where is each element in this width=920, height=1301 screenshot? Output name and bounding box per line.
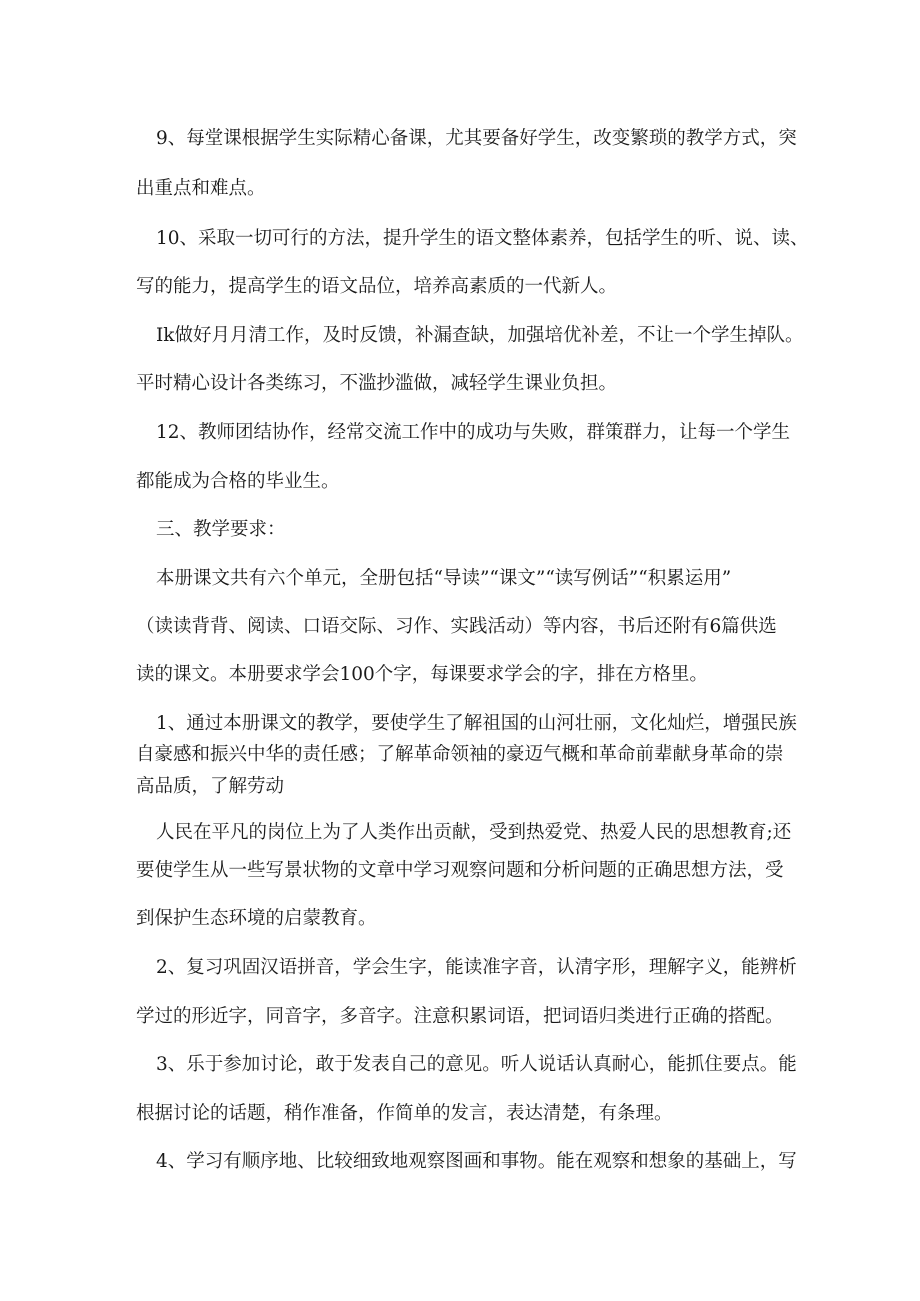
item10-line2: 写的能力，提高学生的语文品位，培养高素质的一代新人。: [136, 276, 618, 297]
item11-line1: Ik做好月月清工作，及时反馈，补漏查缺，加强培优补差，不让一个学生掉队。: [156, 325, 804, 346]
item9-line1: 9、每堂课根据学生实际精心备课，尤其要备好学生，改变繁琐的教学方式，突: [156, 128, 797, 149]
req4-line1: 4、学习有顺序地、比较细致地观察图画和事物。能在观察和想象的基础上，写: [156, 1151, 797, 1172]
req1-line3: 高品质，了解劳动: [136, 776, 285, 797]
item9-line2: 出重点和难点。: [136, 178, 266, 199]
item11-line2: 平时精心设计各类练习，不滥抄滥做，减轻学生课业负担。: [136, 373, 618, 394]
req3-line2: 根据讨论的话题，稍作准备，作简单的发言，表达清楚，有条理。: [136, 1103, 673, 1124]
req1-line1: 1、通过本册课文的教学，要使学生了解祖国的山河壮丽，文化灿烂，增强民族: [156, 713, 797, 734]
req1-line5: 要使学生从一些写景状物的文章中学习观察问题和分析问题的正确思想方法，受: [136, 860, 784, 881]
section3-heading: 三、教学要求：: [156, 519, 286, 540]
intro-line1: 本册课文共有六个单元，全册包括“导读”“课文”“读写例话”“积累运用”: [156, 568, 732, 589]
item12-line2: 都能成为合格的毕业生。: [136, 471, 340, 492]
item12-line1: 12、教师团结协作，经常交流工作中的成功与失败，群策群力，让每一个学生: [156, 422, 791, 443]
req1-line4: 人民在平凡的岗位上为了人类作出贡献，受到热爱党、热爱人民的思想教育;还: [156, 822, 792, 843]
intro-line2: （读读背背、阅读、口语交际、习作、实践活动）等内容，书后还附有6篇供选: [136, 616, 777, 637]
req3-line1: 3、乐于参加讨论，敢于发表自己的意见。听人说话认真耐心，能抓住要点。能: [156, 1054, 797, 1075]
req2-line1: 2、复习巩固汉语拼音，学会生字，能读准字音，认清字形，理解字义，能辨析: [156, 957, 797, 978]
intro-line3: 读的课文。本册要求学会100个字，每课要求学会的字，排在方格里。: [136, 664, 708, 685]
req1-line2: 自豪感和振兴中华的责任感；了解革命领袖的豪迈气概和革命前辈献身革命的崇: [136, 744, 784, 765]
req2-line2: 学过的形近字，同音字，多音字。注意积累词语，把词语归类进行正确的搭配。: [136, 1006, 784, 1027]
req1-line6: 到保护生态环境的启蒙教育。: [136, 908, 377, 929]
item10-line1: 10、采取一切可行的方法，提升学生的语文整体素养，包括学生的听、说、读、: [156, 228, 809, 249]
